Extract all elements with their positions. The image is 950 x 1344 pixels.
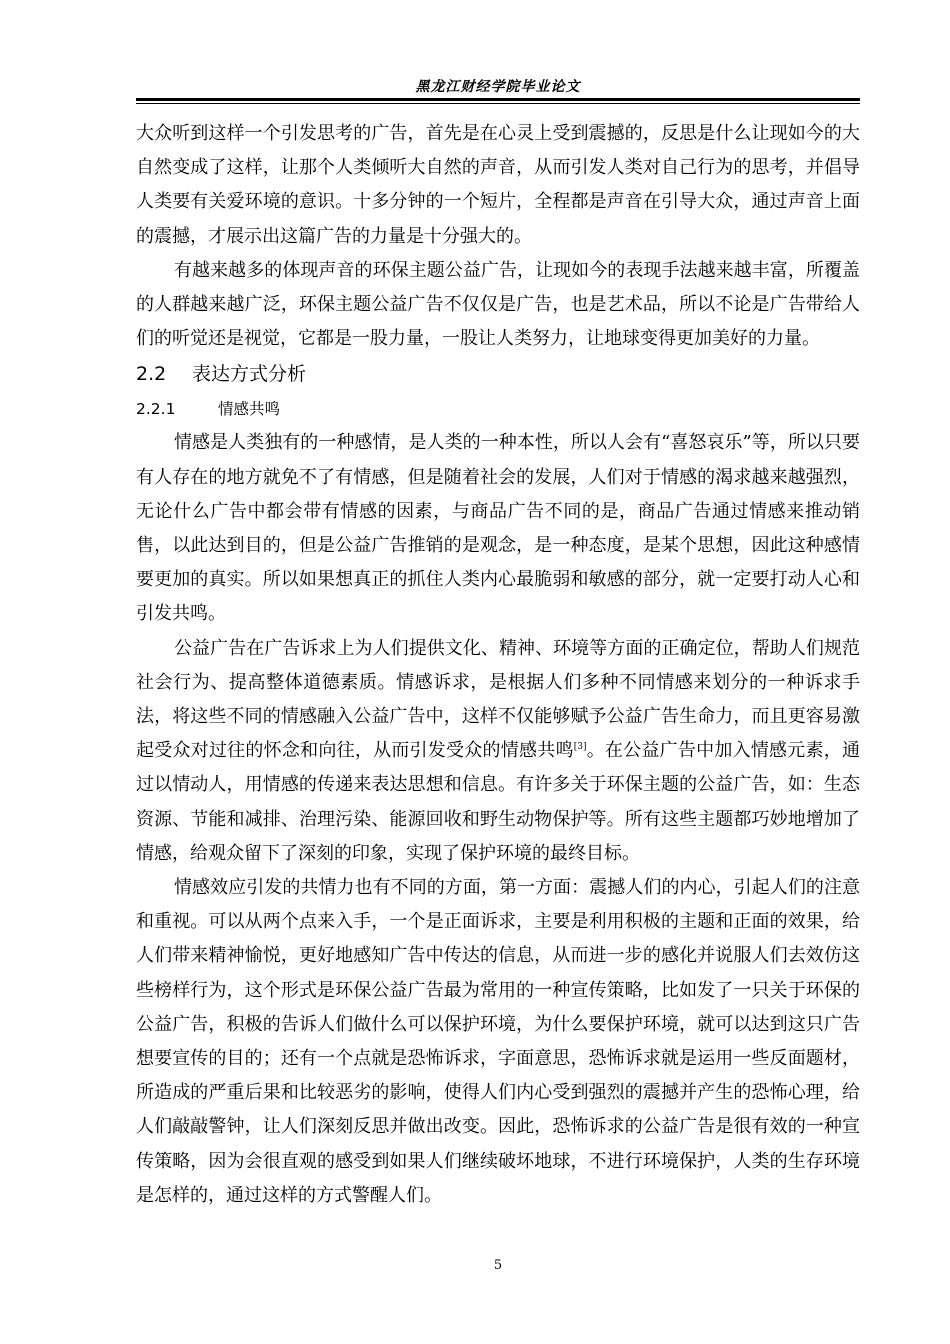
section-title: 表达方式分析 bbox=[192, 363, 307, 386]
citation-ref[interactable]: [3] bbox=[573, 742, 587, 753]
paragraph-3: 情感是人类独有的一种感情，是人类的一种本性，所以人会有“喜怒哀乐”等，所以只要有人存在的地方就免不了有情感，但是随着社会的发展，人们对于情感的渴求越来越强烈，无论什么广告中都会带有情感的因素，与商品广告不同的是，商品广告通过情感来推动销售，以此达到目的，但是公益广告推销的是观念，是一种态度，是某个思想，因此这种感情要更加的真实。所以如果想真正的抓住人类内心最脆弱和敏感的部分，就一定要打动人心和引发共鸣。 bbox=[136, 432, 860, 625]
header-rule-thin bbox=[136, 103, 860, 104]
running-header: 黑龙江财经学院毕业论文 bbox=[415, 79, 581, 95]
paragraph-4-part-a: 公益广告在广告诉求上为人们提供文化、精神、环境等方面的正确定位，帮助人们规范社会行为、提高整体道德素质。情感诉求，是根据人们多种不同情感来划分的一种诉求手法，将这些不同的情感融入公益广告中，这样不仅能够赋予公益广告生命力，而且更容易激起受众对过往的怀念和向往，从而引发受众的情感共鸣 bbox=[136, 637, 860, 762]
paragraph-5: 情感效应引发的共情力也有不同的方面，第一方面：震撼人们的内心，引起人们的注意和重视。可以从两个点来入手，一个是正面诉求，主要是利用积极的主题和正面的效果，给人们带来精神愉悦，更好地感知广告中传达的信息，从而进一步的感化并说服人们去效仿这些榜样行为，这个形式是环保公益广告最为常用的一种宣传策略，比如发了一只关于环保的公益广告，积极的告诉人们做什么可以保护环境，为什么要保护环境，就可以达到这只广告想要宣传的目的；还有一个点就是恐怖诉求，字面意思，恐怖诉求就是运用一些反面题材，所造成的严重后果和比较恶劣的影响，使得人们内心受到强烈的震撼并产生的恐怖心理，给人们敲敲警钟，让人们深刻反思并做出改变。因此，恐怖诉求的公益广告是很有效的一种宣传策略，因为会很直观的感受到如果人们继续破坏地球，不进行环境保护，人类的生存环境是怎样的，通过这样的方式警醒人们。 bbox=[136, 877, 860, 1206]
paragraph-4 bbox=[136, 632, 860, 871]
subsection-title: 情感共鸣 bbox=[218, 400, 281, 419]
subsection-number: 2.2.1 bbox=[136, 400, 176, 419]
paragraph-2: 有越来越多的体现声音的环保主题公益广告，让现如今的表现手法越来越丰富，所覆盖的人群越来越广泛，环保主题公益广告不仅仅是广告，也是艺术品，所以不论是广告带给人们的听觉还是视觉，它都是一股力量，一股让人类努力，让地球变得更加美好的力量。 bbox=[136, 259, 860, 350]
paragraph-4-part-b: 。在公益广告中加入情感元素，通过以情动人，用情感的传递来表达思想和信息。有许多关于环保主题的公益广告，如：生态资源、节能和减排、治理污染、能源回收和野生动物保护等。所有这些主题都巧妙地增加了情感，给观众留下了深刻的印象，实现了保护环境的最终目标。 bbox=[136, 740, 861, 864]
paragraph-1: 大众听到这样一个引发思考的广告，首先是在心灵上受到震撼的，反思是什么让现如今的大自然变成了这样，让那个人类倾听大自然的声音，从而引发人类对自己行为的思考，并倡导人类要有关爱环境的意识。十多分钟的一个短片，全程都是声音在引导大众，通过声音上面的震撼，才展示出这篇广告的力量是十分强大的。 bbox=[136, 123, 860, 247]
section-heading bbox=[136, 356, 860, 392]
section-number: 2.2 bbox=[136, 363, 167, 386]
header-rule-thick bbox=[136, 98, 860, 101]
subsection-heading bbox=[136, 392, 860, 426]
page-number: 5 bbox=[493, 1258, 503, 1273]
body-text bbox=[136, 117, 860, 1213]
